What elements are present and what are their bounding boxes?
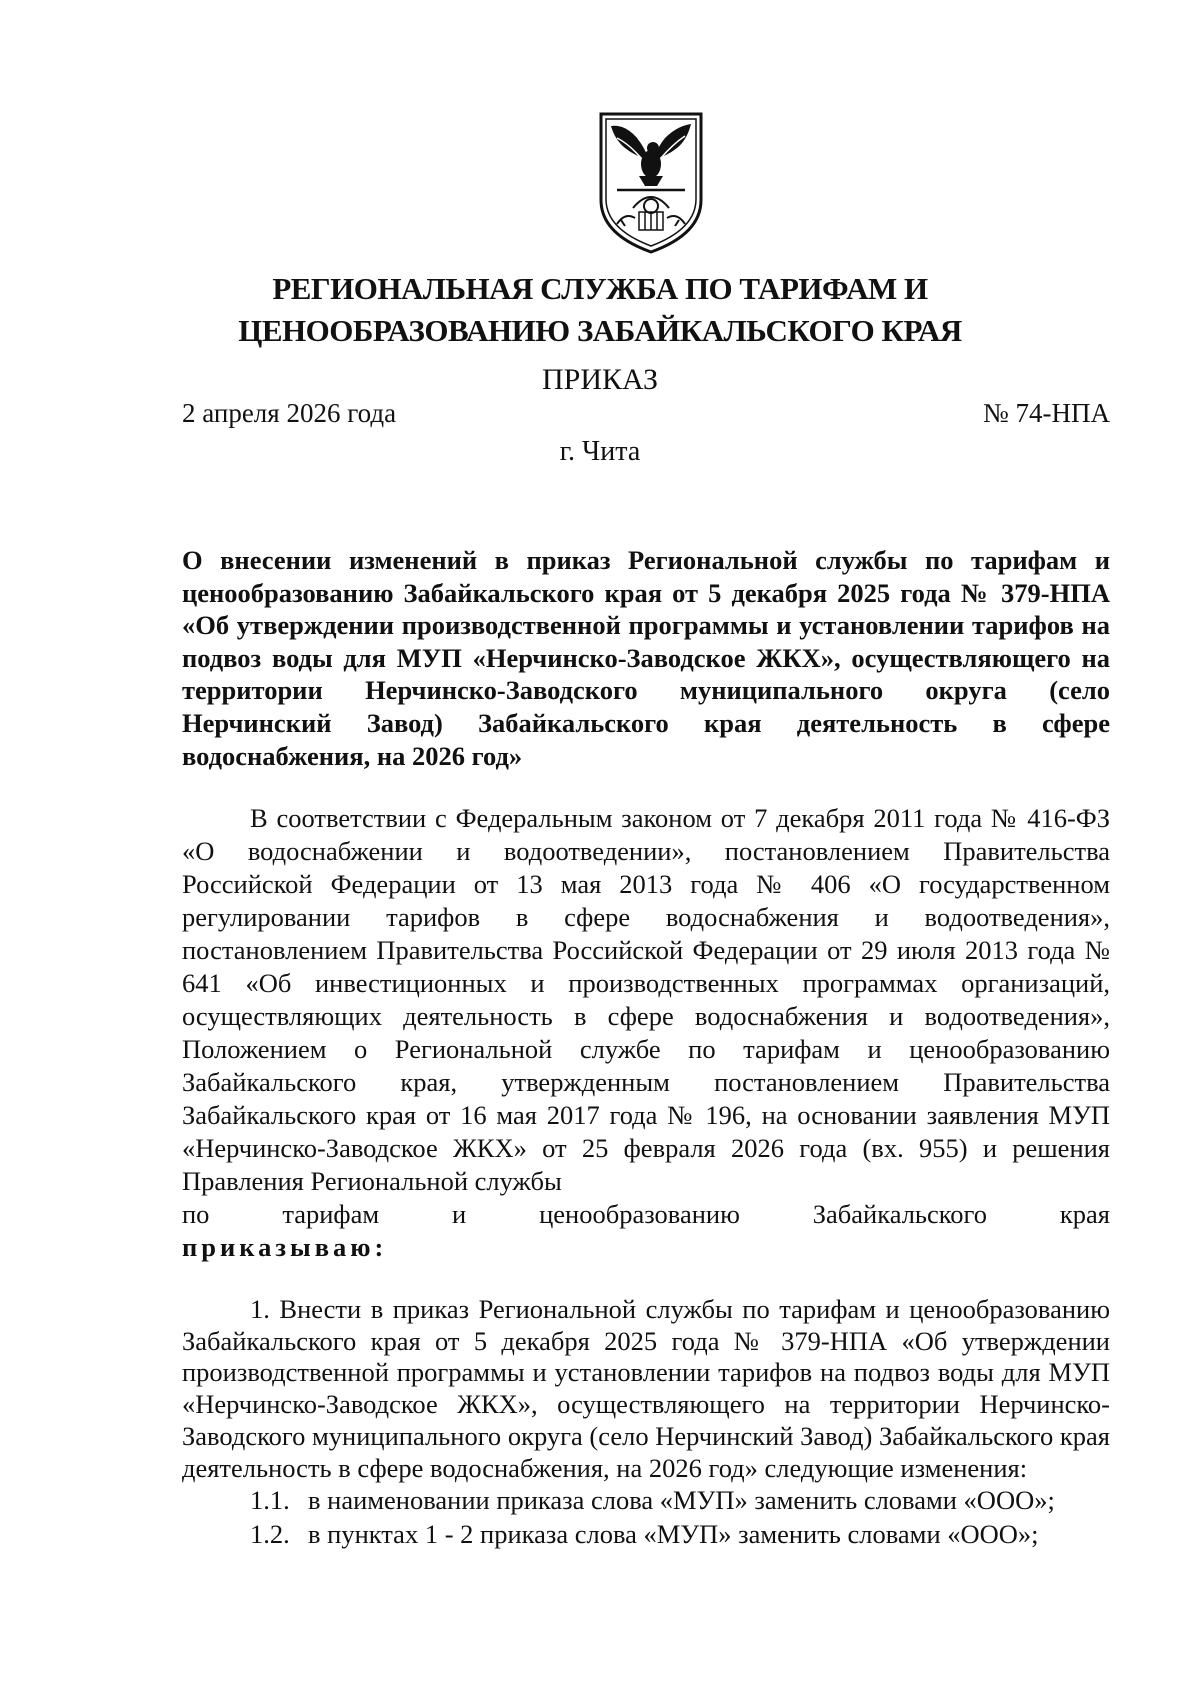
item-1-paragraph: 1. Внести в приказ Региональной службы по тарифам и ценообразованию Забайкальского края от 5 декабря 2025 года № 379-НПА «Об утверждении производственной программы и установлении тарифов на подвоз воды для МУП «Нерчинско-Заводское ЖКХ», осуществляющего на территории Нерчинско-Заводского муниципального округа (село Нерчинский Завод) Забайкальского края деятельность в сфере водоснабжения, на 2026 год» следующие изменения: xyxy=(182,1294,1110,1483)
subitem-1-1-text: в наименовании приказа слова «МУП» заменить словами «ООО»; xyxy=(308,1485,1055,1515)
preamble-paragraph xyxy=(182,802,1110,1264)
document-city: г. Чита xyxy=(559,436,641,467)
preamble-text: В соответствии с Федеральным законом от 7 декабря 2011 года № 416-ФЗ «О водоснабжении и водоотведении», постановлением Правительства Российской Федерации от 13 мая 2013 года № 406 «О государственном регулировании тарифов в сфере водоснабжения и водоотведения», постановлением Правительства Российской Федерации от 29 июля 2013 года № 641 «Об инвестиционных и производственных программах организаций, осуществляющих деятельность в сфере водоснабжения и водоотведения», Положением о Региональной службе по тарифам и ценообразованию Забайкальского края, утвержденным постановлением Правительства Забайкальского края от 16 мая 2017 года № 196, на основании заявления МУП «Нерчинско-Заводское ЖКХ» от 25 февраля 2026 года (вх. 955) и решения Правления Региональной службы xyxy=(182,803,1110,1196)
agency-title xyxy=(0,268,1200,352)
agency-title-line2: ЦЕНООБРАЗОВАНИЮ ЗАБАЙКАЛЬСКОГО КРАЯ xyxy=(238,313,962,348)
document-type: ПРИКАЗ xyxy=(542,363,658,396)
order-word: приказываю: xyxy=(182,1232,388,1262)
coat-of-arms-icon xyxy=(595,108,707,258)
document-subject: О внесении изменений в приказ Региональной службы по тарифам и ценообразованию Забайкальского края от 5 декабря 2025 года № 379-НПА «Об утверждении производственной программы и установлении тарифов на подвоз воды для МУП «Нерчинско-Заводское ЖКХ», осуществляющего на территории Нерчинско-Заводского муниципального округа (село Нерчинский Завод) Забайкальского края деятельность в сфере водоснабжения, на 2026 год» xyxy=(182,545,1110,771)
agency-title-line1: РЕГИОНАЛЬНАЯ СЛУЖБА ПО ТАРИФАМ И xyxy=(272,271,928,306)
subitem-1-1-number: 1.1. xyxy=(250,1485,290,1515)
document-number: № 74-НПА xyxy=(983,398,1110,428)
preamble-last-line: по тарифам и ценообразованию Забайкальского края xyxy=(182,1199,1110,1229)
document-date: 2 апреля 2026 года xyxy=(182,398,397,428)
subitem-1-2-text: в пунктах 1 - 2 приказа слова «МУП» заменить словами «ООО»; xyxy=(308,1519,1039,1549)
subitem-1-2 xyxy=(250,1518,1039,1550)
subitem-1-1 xyxy=(250,1484,1055,1516)
subitem-1-2-number: 1.2. xyxy=(250,1519,290,1549)
